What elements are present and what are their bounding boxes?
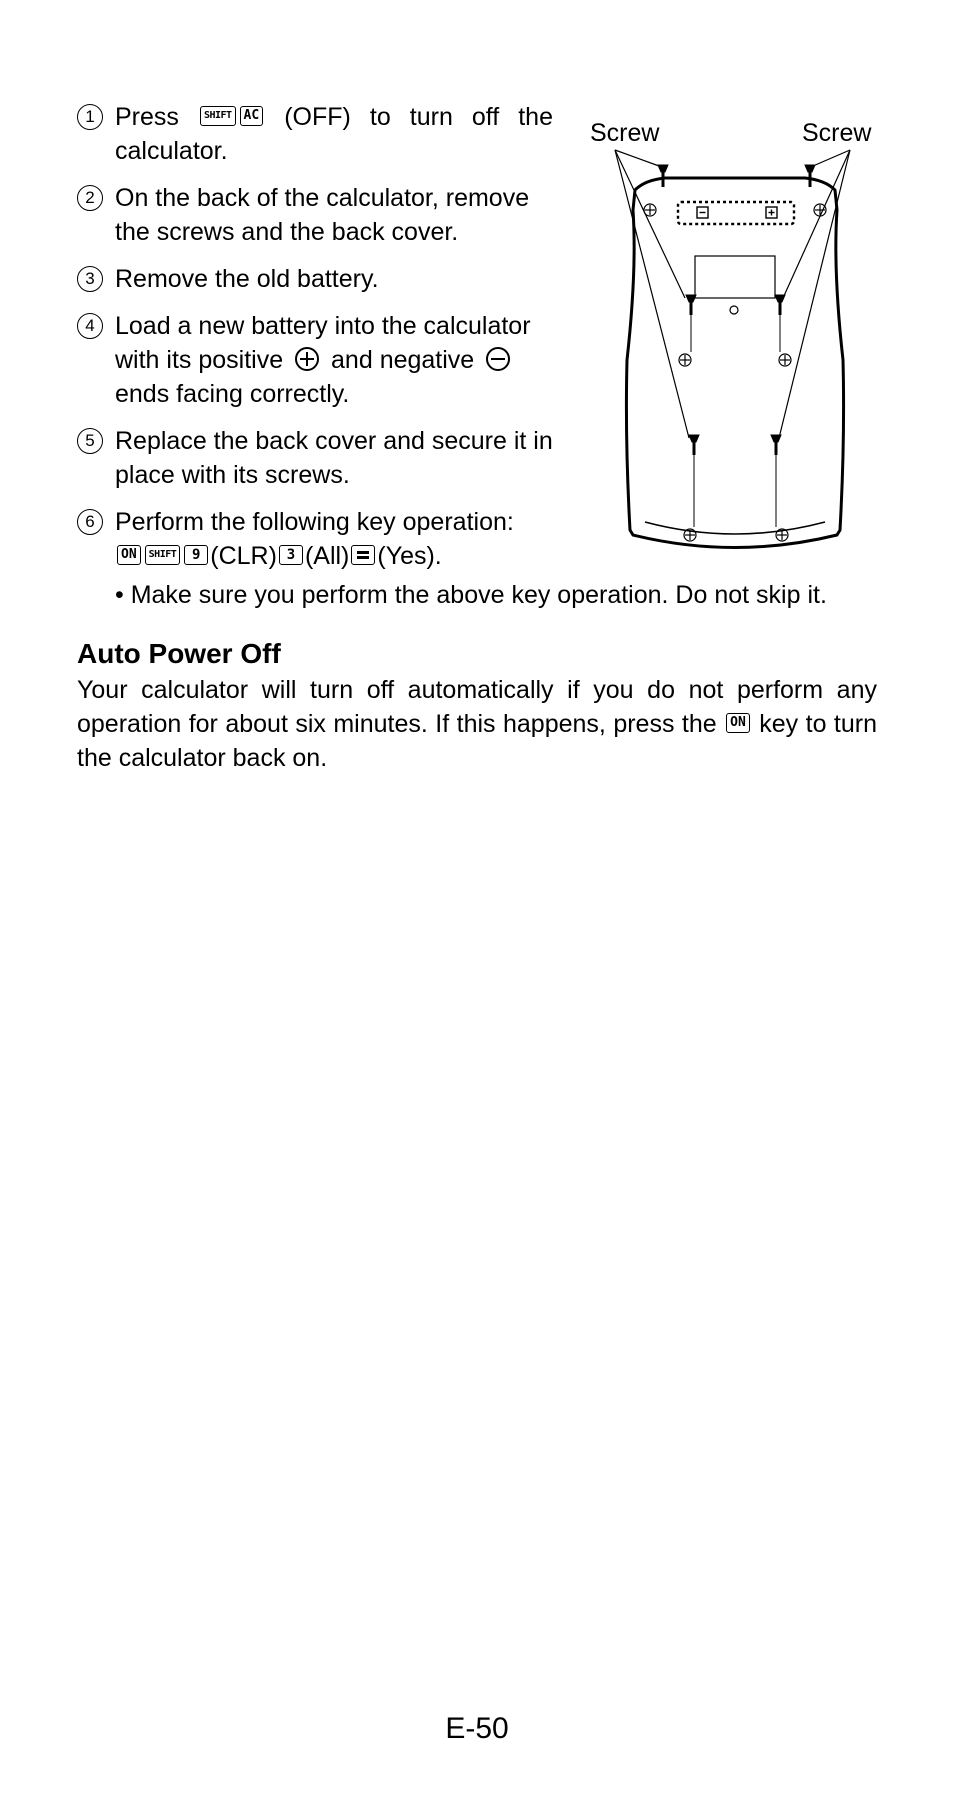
screw-label-right: Screw [802,119,872,147]
step-text: Replace the back cover and secure it in place with its screws. [115,427,553,489]
paragraph-text: Your calculator will turn off automatically if you do not perform any operation for about six minutes. If this happens, press the [77,676,877,738]
nine-key: 9 [184,545,208,565]
step-4 [77,309,553,411]
calculator-back-outline [626,178,843,548]
step-5 [77,424,553,492]
step-text: (OFF) to turn off the calculator. [115,103,553,165]
clr-label: (CLR) [210,542,277,570]
step-text: Press [115,103,179,131]
step-number: 2 [77,185,103,211]
negative-terminal-icon [485,346,511,372]
step-text: Remove the old battery. [115,265,379,293]
shift-key: SHIFT [200,106,236,126]
all-label: (All) [304,542,350,570]
screw-label-left: Screw [590,119,660,147]
step-6 [77,505,553,573]
step-number: 4 [77,313,103,339]
reset-hole [730,306,738,314]
step-text: Load a new battery into the calculator with its positive [115,312,531,374]
screws [658,165,815,527]
on-key: ON [726,713,750,733]
calculator-back-diagram [585,110,885,580]
step-text: and negative [331,346,475,374]
step-1 [77,100,553,168]
step-text: ends facing correctly. [115,380,350,408]
yes-label: (Yes). [377,542,442,570]
step-number: 3 [77,266,103,292]
label-plate [695,256,775,298]
auto-power-off-paragraph [77,673,877,775]
equals-key [351,545,375,565]
battery-steps [77,100,553,586]
battery-compartment [678,202,794,224]
ac-key: AC [240,106,264,126]
screw-holes [644,204,826,541]
step-3 [77,262,553,296]
step-number: 5 [77,428,103,454]
shift-key: SHIFT [145,545,181,565]
step-text: On the back of the calculator, remove the screws and the back cover. [115,184,530,246]
step-text: Perform the following key operation: [115,508,514,536]
paragraph-text: key to turn the calculator back on. [77,710,878,772]
positive-terminal-icon [294,346,320,372]
note-bullet: • Make sure you perform the above key operation. Do not skip it. [115,581,827,609]
on-key: ON [117,545,141,565]
step-number: 6 [77,509,103,535]
step-number: 1 [77,104,103,130]
screw-leader-lines [615,150,850,438]
three-key: 3 [279,545,303,565]
page-number: E-50 [445,1712,509,1745]
step-2 [77,181,553,249]
section-heading: Auto Power Off [77,638,281,669]
